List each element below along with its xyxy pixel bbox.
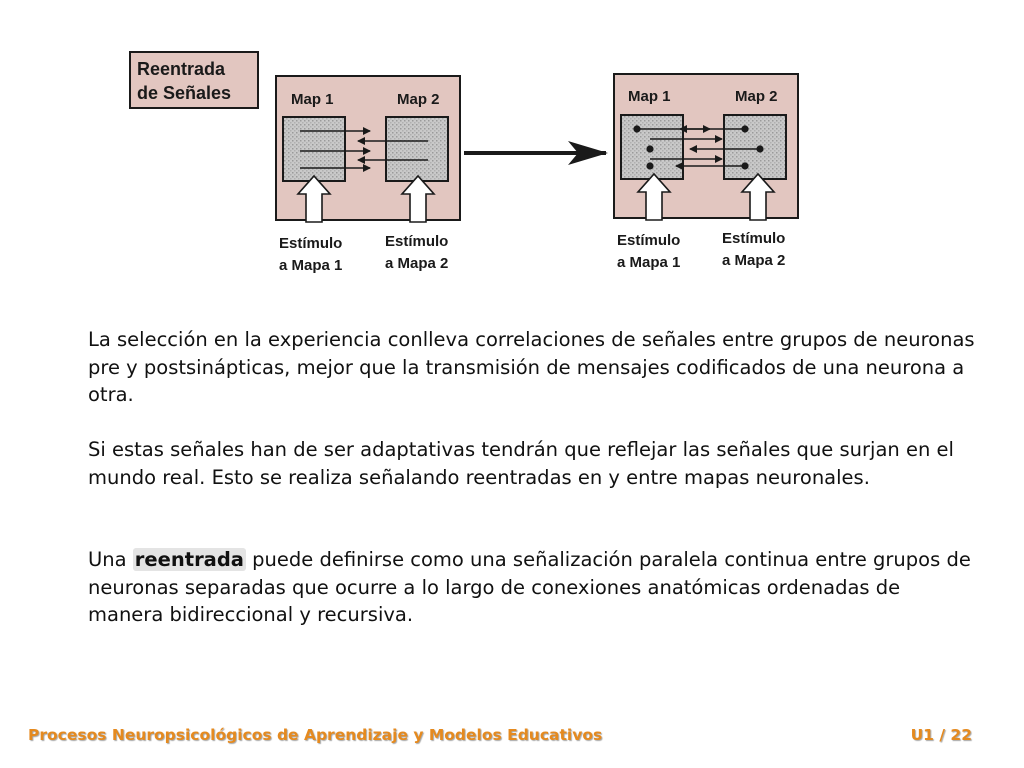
reentry-diagram	[0, 0, 1024, 300]
paragraph-selection: La selección en la experiencia conlleva correlaciones de señales entre grupos de neuronas pre y postsinápticas, mejor que la transmisión de mensajes codificados de una neurona a otra.	[88, 328, 975, 406]
para3-prefix: Una	[88, 548, 127, 571]
left-stim1-line2: a Mapa 1	[279, 257, 343, 274]
footer-course-title: Procesos Neuropsicológicos de Aprendizaje y Modelos Educativos	[28, 726, 603, 744]
right-stim1-line1: Estímulo	[617, 232, 681, 249]
diagram-title-box	[130, 52, 258, 108]
left-map1-label: Map 1	[291, 91, 334, 108]
right-stim2-line2: a Mapa 2	[722, 252, 786, 269]
footer-page-number: U1 / 22	[910, 726, 972, 744]
right-panel	[614, 74, 798, 271]
right-map2-box	[724, 115, 786, 179]
left-stim2-line2: a Mapa 2	[385, 255, 449, 272]
right-stim1-line2: a Mapa 1	[617, 254, 681, 271]
para3-suffix: puede definirse como una señalización paralela continua entre grupos de neuronas separadas que ocurre a lo largo de conexiones anatómicas ordenadas de manera bidireccional y recursiva.	[88, 548, 971, 626]
paragraph-reentry-definition	[88, 546, 978, 629]
left-stim1-line1: Estímulo	[279, 235, 343, 252]
right-stim2-line1: Estímulo	[722, 230, 786, 247]
keyword-reentrada: reentrada	[134, 548, 244, 571]
left-map1-box	[283, 117, 345, 181]
diagram-title-line2: de Señales	[137, 83, 232, 103]
diagram-title-line1: Reentrada	[137, 59, 226, 79]
left-panel	[276, 76, 460, 274]
left-map2-label: Map 2	[397, 91, 440, 108]
right-map1-label: Map 1	[628, 88, 671, 105]
left-map2-box	[386, 117, 448, 181]
paragraph-adaptive-signals: Si estas señales han de ser adaptativas tendrán que reflejar las señales que surjan en el mundo real. Esto se realiza señalando reentradas en y entre mapas neuronales.	[88, 438, 954, 489]
right-map2-label: Map 2	[735, 88, 778, 105]
left-stim2-line1: Estímulo	[385, 233, 449, 250]
